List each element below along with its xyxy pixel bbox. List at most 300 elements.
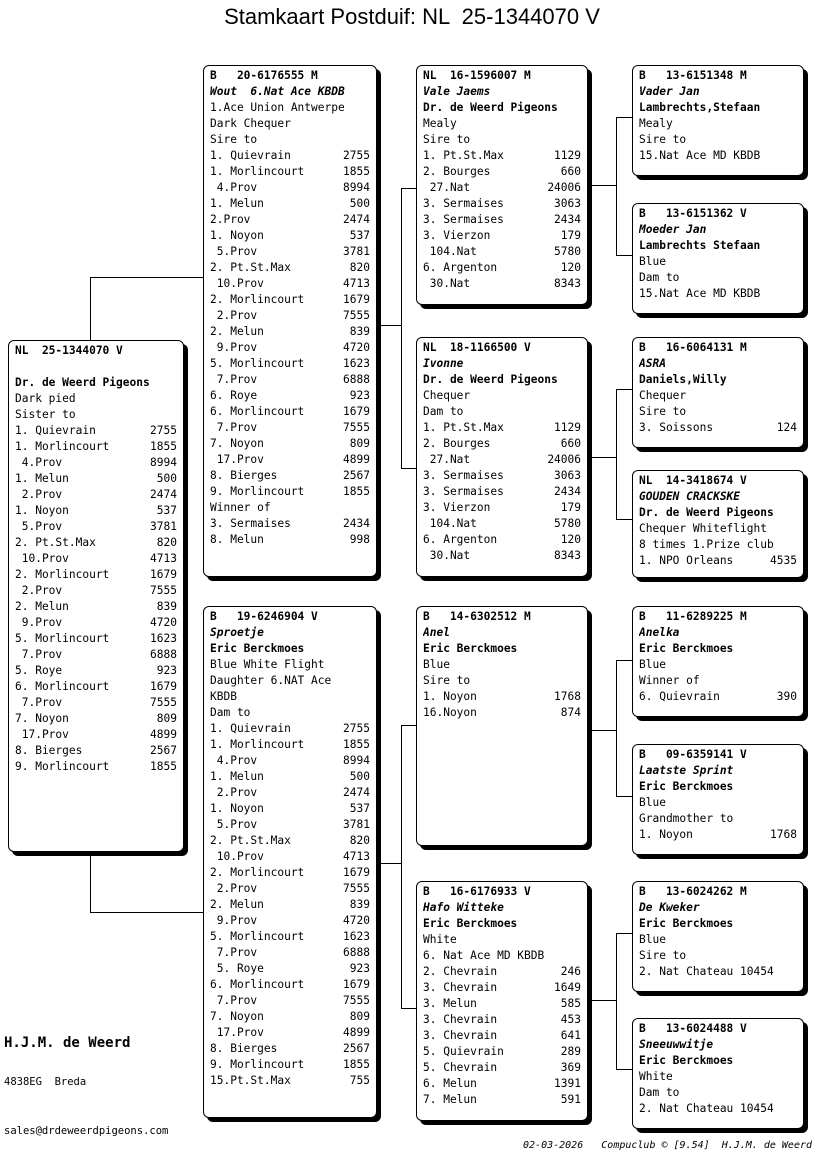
info-line: Winner of — [639, 674, 700, 687]
result-row — [210, 1057, 370, 1073]
result-birds: 839 — [349, 325, 370, 338]
result-row — [210, 769, 370, 785]
result-birds: 820 — [349, 261, 370, 274]
result-row — [423, 1028, 581, 1044]
result-row — [423, 468, 581, 484]
result-race: 9.Prov — [210, 914, 258, 927]
connector-line — [401, 188, 417, 189]
pigeon-card-dam-sire — [416, 606, 588, 846]
result-race: 1. Noyon — [210, 229, 264, 242]
result-birds: 755 — [349, 1074, 370, 1087]
result-row — [210, 292, 370, 308]
result-race: 3. Soissons — [639, 421, 714, 434]
info-line: White — [423, 933, 457, 946]
breeder-name: Eric Berckmoes — [210, 642, 305, 655]
info-line: Dam to — [639, 1086, 680, 1099]
pigeon-name: Wout 6.Nat Ace KBDB — [210, 85, 345, 98]
result-row — [210, 977, 370, 993]
result-row — [423, 705, 581, 721]
ring-number: NL 25-1344070 V — [15, 344, 123, 357]
result-birds: 500 — [156, 472, 177, 485]
result-race: 10.Prov — [15, 552, 69, 565]
result-birds: 120 — [560, 533, 581, 546]
info-line: Chequer — [639, 389, 687, 402]
result-race: 1. Pt.St.Max — [423, 149, 504, 162]
result-row — [210, 260, 370, 276]
result-row — [210, 340, 370, 356]
info-line: Blue — [639, 933, 666, 946]
result-birds: 4899 — [343, 453, 370, 466]
result-birds: 120 — [560, 261, 581, 274]
info-line: Daughter 6.NAT Ace — [210, 674, 332, 687]
result-row — [210, 532, 370, 548]
result-birds: 537 — [349, 229, 370, 242]
result-birds: 641 — [560, 1029, 581, 1042]
result-birds: 5780 — [554, 517, 581, 530]
result-row — [15, 743, 177, 759]
result-birds: 4720 — [343, 914, 370, 927]
result-race: 1. Pt.St.Max — [423, 421, 504, 434]
connector-line — [592, 457, 616, 458]
pigeon-name: Sproetje — [210, 626, 264, 639]
connector-line — [90, 912, 204, 913]
result-race: 6. Argenton — [423, 533, 498, 546]
pigeon-name: Vale Jaems — [423, 85, 491, 98]
info-line: Chequer — [423, 389, 471, 402]
result-birds: 1623 — [343, 357, 370, 370]
pigeon-card-sire-sire — [416, 65, 588, 305]
result-row — [15, 551, 177, 567]
pigeon-card-sdd — [632, 470, 804, 578]
pigeon-name: ASRA — [639, 357, 666, 370]
result-birds: 3063 — [554, 197, 581, 210]
result-race: 5. Roye — [210, 962, 264, 975]
ring-number: B 13-6151348 M — [639, 69, 747, 82]
result-birds: 1679 — [343, 866, 370, 879]
breeder-name: Dr. de Weerd Pigeons — [423, 101, 558, 114]
result-row — [210, 436, 370, 452]
result-race: 2. Bourges — [423, 437, 491, 450]
result-row — [15, 663, 177, 679]
result-race: 2. Morlincourt — [210, 866, 305, 879]
result-birds: 124 — [776, 421, 797, 434]
result-birds: 2755 — [150, 424, 177, 437]
result-row — [15, 727, 177, 743]
result-race: 6. Morlincourt — [210, 405, 305, 418]
result-birds: 3781 — [343, 818, 370, 831]
result-row — [15, 519, 177, 535]
result-birds: 923 — [349, 962, 370, 975]
result-row — [423, 980, 581, 996]
ring-number: B 14-6302512 M — [423, 610, 531, 623]
result-row — [423, 548, 581, 564]
info-line: Dark Chequer — [210, 117, 291, 130]
pigeon-card-sire-dam — [416, 337, 588, 577]
result-race: 3. Chevrain — [423, 1029, 498, 1042]
result-row — [210, 849, 370, 865]
result-race: 1. Melun — [210, 197, 264, 210]
spacer — [15, 359, 177, 375]
pigeon-name: Ivonne — [423, 357, 464, 370]
pigeon-name: Anel — [423, 626, 450, 639]
result-row — [210, 993, 370, 1009]
pigeon-card-ssd — [632, 203, 804, 314]
result-row — [423, 164, 581, 180]
result-row — [639, 827, 797, 843]
result-birds: 591 — [560, 1093, 581, 1106]
result-birds: 585 — [560, 997, 581, 1010]
result-race: 1. Noyon — [15, 504, 69, 517]
result-birds: 1855 — [150, 760, 177, 773]
result-race: 3. Chevrain — [423, 1013, 498, 1026]
result-birds: 1129 — [554, 421, 581, 434]
result-birds: 1129 — [554, 149, 581, 162]
result-row — [15, 583, 177, 599]
result-race: 7.Prov — [210, 946, 258, 959]
result-race: 104.Nat — [423, 517, 477, 530]
result-race: 30.Nat — [423, 549, 471, 562]
result-race: 1. Quievrain — [210, 722, 291, 735]
result-row — [210, 276, 370, 292]
result-row — [423, 1012, 581, 1028]
result-row — [210, 388, 370, 404]
result-race: 6. Morlincourt — [210, 978, 305, 991]
result-race: 3. Vierzon — [423, 229, 491, 242]
result-birds: 1679 — [343, 978, 370, 991]
result-birds: 4713 — [150, 552, 177, 565]
info-line: 2. Nat Chateau 10454 — [639, 965, 774, 978]
info-line: Blue — [639, 255, 666, 268]
result-birds: 2567 — [343, 469, 370, 482]
result-row — [210, 1009, 370, 1025]
ring-number: B 16-6176933 V — [423, 885, 531, 898]
result-race: 1. Noyon — [210, 802, 264, 815]
result-race: 1. Quievrain — [210, 149, 291, 162]
connector-line — [616, 389, 632, 390]
result-race: 8. Melun — [210, 533, 264, 546]
info-line: Dam to — [423, 405, 464, 418]
result-row — [423, 1076, 581, 1092]
ring-number: B 09-6359141 V — [639, 748, 747, 761]
result-birds: 2474 — [343, 213, 370, 226]
result-race: 3. Sermaises — [423, 213, 504, 226]
info-line: Sire to — [639, 949, 687, 962]
owner-city: 4838EG Breda — [4, 1076, 87, 1088]
result-row — [210, 785, 370, 801]
result-race: 1. Morlincourt — [210, 165, 305, 178]
pigeon-card-dam-dam — [416, 881, 588, 1121]
result-birds: 8994 — [150, 456, 177, 469]
result-race: 16.Noyon — [423, 706, 477, 719]
result-race: 1. Morlincourt — [210, 738, 305, 751]
connector-line — [616, 519, 632, 520]
result-race: 9.Prov — [210, 341, 258, 354]
breeder-name: Lambrechts,Stefaan — [639, 101, 761, 114]
connector-line — [616, 660, 617, 796]
result-race: 104.Nat — [423, 245, 477, 258]
result-race: 3. Sermaises — [423, 485, 504, 498]
result-race: 30.Nat — [423, 277, 471, 290]
connector-line — [90, 277, 91, 340]
result-birds: 500 — [349, 770, 370, 783]
result-row — [15, 615, 177, 631]
result-row — [210, 196, 370, 212]
ring-number: B 20-6176555 M — [210, 69, 318, 82]
breeder-name: Lambrechts Stefaan — [639, 239, 761, 252]
result-row — [15, 711, 177, 727]
result-birds: 7555 — [150, 696, 177, 709]
result-row — [15, 439, 177, 455]
connector-line — [592, 185, 616, 186]
breeder-name: Eric Berckmoes — [639, 1054, 734, 1067]
result-row — [15, 455, 177, 471]
result-birds: 1768 — [554, 690, 581, 703]
info-line: Dam to — [639, 271, 680, 284]
connector-line — [381, 863, 401, 864]
result-race: 8. Bierges — [210, 469, 278, 482]
ring-number: B 11-6289225 M — [639, 610, 747, 623]
result-row — [423, 532, 581, 548]
info-line: 2. Nat Chateau 10454 — [639, 1102, 774, 1115]
result-row — [423, 436, 581, 452]
result-race: 7. Melun — [423, 1093, 477, 1106]
result-race: 2. Bourges — [423, 165, 491, 178]
result-birds: 3781 — [150, 520, 177, 533]
result-race: 9.Prov — [15, 616, 63, 629]
result-birds: 24006 — [547, 181, 581, 194]
connector-line — [401, 468, 417, 469]
result-birds: 660 — [560, 165, 581, 178]
result-row — [423, 484, 581, 500]
result-birds: 2755 — [343, 722, 370, 735]
result-row — [210, 961, 370, 977]
result-row — [210, 180, 370, 196]
result-race: 2.Prov — [15, 584, 63, 597]
result-birds: 1679 — [150, 680, 177, 693]
result-birds: 4713 — [343, 277, 370, 290]
result-row — [423, 228, 581, 244]
result-row — [15, 759, 177, 775]
info-line: 15.Nat Ace MD KBDB — [639, 149, 761, 162]
result-row — [423, 420, 581, 436]
result-row — [423, 244, 581, 260]
result-birds: 4713 — [343, 850, 370, 863]
result-row — [210, 753, 370, 769]
result-race: 2.Prov — [210, 309, 258, 322]
result-row — [210, 881, 370, 897]
connector-line — [592, 730, 616, 731]
result-birds: 2434 — [343, 517, 370, 530]
result-race: 9. Morlincourt — [15, 760, 110, 773]
breeder-name: Dr. de Weerd Pigeons — [15, 376, 150, 389]
result-race: 1. Melun — [210, 770, 264, 783]
result-birds: 6888 — [343, 373, 370, 386]
breeder-name: Eric Berckmoes — [639, 780, 734, 793]
result-race: 2. Morlincourt — [15, 568, 110, 581]
pigeon-name: Vader Jan — [639, 85, 700, 98]
result-row — [210, 244, 370, 260]
info-line: KBDB — [210, 690, 237, 703]
info-line: Grandmother to — [639, 812, 734, 825]
info-line: Dam to — [210, 706, 251, 719]
result-birds: 4720 — [150, 616, 177, 629]
info-line: Sire to — [210, 133, 258, 146]
result-row — [210, 1025, 370, 1041]
result-row — [210, 228, 370, 244]
result-birds: 2755 — [343, 149, 370, 162]
info-line: Sire to — [423, 674, 471, 687]
breeder-name: Eric Berckmoes — [639, 642, 734, 655]
result-row — [639, 689, 797, 705]
result-race: 2. Melun — [210, 898, 264, 911]
pigeon-name: Moeder Jan — [639, 223, 707, 236]
result-race: 3. Sermaises — [423, 469, 504, 482]
result-birds: 1649 — [554, 981, 581, 994]
result-race: 6. Argenton — [423, 261, 498, 274]
result-birds: 2567 — [343, 1042, 370, 1055]
info-line: Blue — [639, 658, 666, 671]
connector-line — [616, 117, 617, 255]
info-line: Sire to — [423, 133, 471, 146]
owner-name: H.J.M. de Weerd — [4, 1035, 131, 1051]
result-birds: 4720 — [343, 341, 370, 354]
pigeon-name: GOUDEN CRACKSKE — [639, 490, 741, 503]
result-birds: 390 — [776, 690, 797, 703]
result-race: 2.Prov — [210, 882, 258, 895]
result-birds: 1679 — [343, 405, 370, 418]
result-birds: 8343 — [554, 277, 581, 290]
result-birds: 4535 — [770, 554, 797, 567]
result-birds: 809 — [156, 712, 177, 725]
result-birds: 839 — [156, 600, 177, 613]
result-race: 6. Quievrain — [639, 690, 720, 703]
result-birds: 1855 — [343, 738, 370, 751]
result-birds: 1855 — [343, 485, 370, 498]
result-birds: 369 — [560, 1061, 581, 1074]
result-row — [210, 737, 370, 753]
pigeon-card-dam — [203, 606, 377, 1118]
ring-number: NL 18-1166500 V — [423, 341, 531, 354]
result-birds: 5780 — [554, 245, 581, 258]
result-birds: 1623 — [150, 632, 177, 645]
result-race: 2. Pt.St.Max — [210, 834, 291, 847]
result-race: 2.Prov — [210, 786, 258, 799]
result-birds: 246 — [560, 965, 581, 978]
connector-line — [616, 933, 617, 1069]
connector-line — [616, 660, 632, 661]
result-row — [423, 964, 581, 980]
result-row — [423, 452, 581, 468]
result-birds: 8343 — [554, 549, 581, 562]
result-birds: 1391 — [554, 1077, 581, 1090]
result-race: 7. Noyon — [15, 712, 69, 725]
pigeon-name: Laatste Sprint — [639, 764, 734, 777]
owner-email[interactable]: sales@drdeweerdpigeons.com — [4, 1125, 169, 1137]
pigeon-card-sds — [632, 337, 804, 448]
connector-line — [90, 852, 91, 912]
result-race: 2. Melun — [15, 600, 69, 613]
result-race: 2.Prov — [210, 213, 251, 226]
result-birds: 4899 — [343, 1026, 370, 1039]
result-race: 17.Prov — [15, 728, 69, 741]
ring-number: B 13-6024262 M — [639, 885, 747, 898]
result-row — [210, 372, 370, 388]
result-row — [210, 212, 370, 228]
result-birds: 8994 — [343, 754, 370, 767]
result-race: 10.Prov — [210, 277, 264, 290]
result-race: 2. Chevrain — [423, 965, 498, 978]
result-race: 4.Prov — [210, 181, 258, 194]
result-birds: 6888 — [150, 648, 177, 661]
info-line: White — [639, 1070, 673, 1083]
info-line: Winner of — [210, 501, 271, 514]
breeder-name: Eric Berckmoes — [423, 917, 518, 930]
ring-number: B 13-6151362 V — [639, 207, 747, 220]
result-race: 3. Melun — [423, 997, 477, 1010]
result-row — [210, 324, 370, 340]
result-row — [210, 913, 370, 929]
result-birds: 289 — [560, 1045, 581, 1058]
result-race: 2. Morlincourt — [210, 293, 305, 306]
info-line: Chequer Whiteflight — [639, 522, 767, 535]
info-line: Mealy — [423, 117, 457, 130]
result-birds: 6888 — [343, 946, 370, 959]
pigeon-name: Anelka — [639, 626, 680, 639]
result-birds: 537 — [156, 504, 177, 517]
result-race: 1. NPO Orleans — [639, 554, 734, 567]
breeder-name: Eric Berckmoes — [423, 642, 518, 655]
result-birds: 874 — [560, 706, 581, 719]
result-row — [210, 452, 370, 468]
result-row — [210, 817, 370, 833]
pigeon-card-dsd — [632, 744, 804, 855]
result-row — [423, 689, 581, 705]
result-row — [423, 1092, 581, 1108]
ring-number: B 13-6024488 V — [639, 1022, 747, 1035]
result-row — [210, 801, 370, 817]
info-line: Mealy — [639, 117, 673, 130]
page-footer: 02-03-2026 Compuclub © [9.54] H.J.M. de Weerd — [523, 1140, 812, 1151]
page-title: Stamkaart Postduif: NL 25-1344070 V — [224, 4, 600, 29]
result-race: 5. Morlincourt — [210, 930, 305, 943]
result-birds: 179 — [560, 501, 581, 514]
info-line: 8 times 1.Prize club — [639, 538, 774, 551]
result-birds: 8994 — [343, 181, 370, 194]
result-birds: 7555 — [150, 584, 177, 597]
result-row — [423, 996, 581, 1012]
result-race: 17.Prov — [210, 1026, 264, 1039]
result-row — [15, 535, 177, 551]
connector-line — [616, 796, 632, 797]
result-race: 7.Prov — [210, 994, 258, 1007]
result-birds: 809 — [349, 437, 370, 450]
info-line: 6. Nat Ace MD KBDB — [423, 949, 545, 962]
result-race: 5. Morlincourt — [210, 357, 305, 370]
result-race: 1. Noyon — [639, 828, 693, 841]
result-birds: 998 — [349, 533, 370, 546]
result-row — [210, 420, 370, 436]
connector-line — [616, 1069, 632, 1070]
info-line: Blue — [639, 796, 666, 809]
connector-line — [616, 933, 632, 934]
result-race: 5. Roye — [15, 664, 63, 677]
info-line: 1.Ace Union Antwerpe — [210, 101, 345, 114]
result-birds: 923 — [349, 389, 370, 402]
result-row — [15, 695, 177, 711]
result-birds: 537 — [349, 802, 370, 815]
ring-number: B 16-6064131 M — [639, 341, 747, 354]
result-birds: 7555 — [343, 309, 370, 322]
